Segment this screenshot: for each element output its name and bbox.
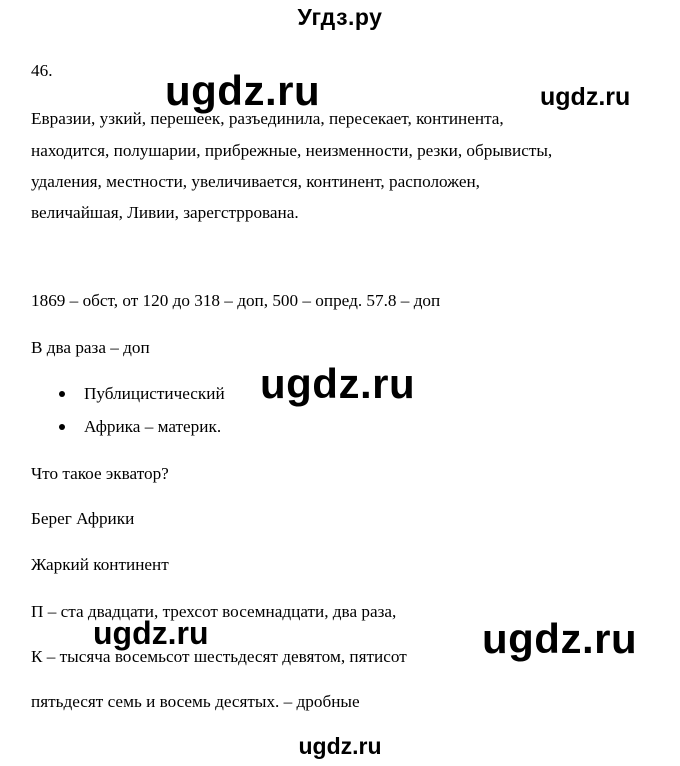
bullet-item: Публицистический bbox=[84, 384, 225, 403]
text-line: Берег Африки bbox=[31, 509, 135, 528]
bullet-dot bbox=[59, 424, 65, 430]
watermark: ugdz.ru bbox=[260, 360, 416, 407]
site-title: Угдз.ру bbox=[297, 4, 383, 30]
bullet-dot bbox=[59, 391, 65, 397]
text-line: Жаркий континент bbox=[31, 555, 169, 574]
watermark: ugdz.ru bbox=[482, 615, 638, 662]
footer-watermark: ugdz.ru bbox=[298, 733, 382, 759]
watermark: ugdz.ru bbox=[165, 67, 321, 114]
bullet-item: Африка – материк. bbox=[84, 417, 222, 436]
watermark: ugdz.ru bbox=[540, 83, 631, 111]
watermark: ugdz.ru bbox=[93, 615, 209, 651]
text-line: находится, полушарии, прибрежные, неизменности, резки, обрывисты, bbox=[31, 141, 553, 160]
text-line: величайшая, Ливии, зарегстррована. bbox=[31, 203, 299, 222]
text-line: П – ста двадцати, трехсот восемнадцати, два раза, bbox=[31, 602, 397, 621]
text-line: Евразии, узкий, перешеек, разъединила, пересекает, континента, bbox=[31, 109, 504, 128]
text-line: К – тысяча восемьсот шестьдесят девятом, пятисот bbox=[31, 647, 407, 666]
text-line: Что такое экватор? bbox=[31, 464, 169, 483]
text-line: пятьдесят семь и восемь десятых. – дробные bbox=[31, 692, 360, 711]
exercise-number: 46. bbox=[31, 61, 53, 80]
text-line: 1869 – обст, от 120 до 318 – доп, 500 – опред. 57.8 – доп bbox=[31, 291, 441, 310]
text-line: удаления, местности, увеличивается, континент, расположен, bbox=[31, 172, 480, 191]
text-line: В два раза – доп bbox=[31, 338, 150, 357]
